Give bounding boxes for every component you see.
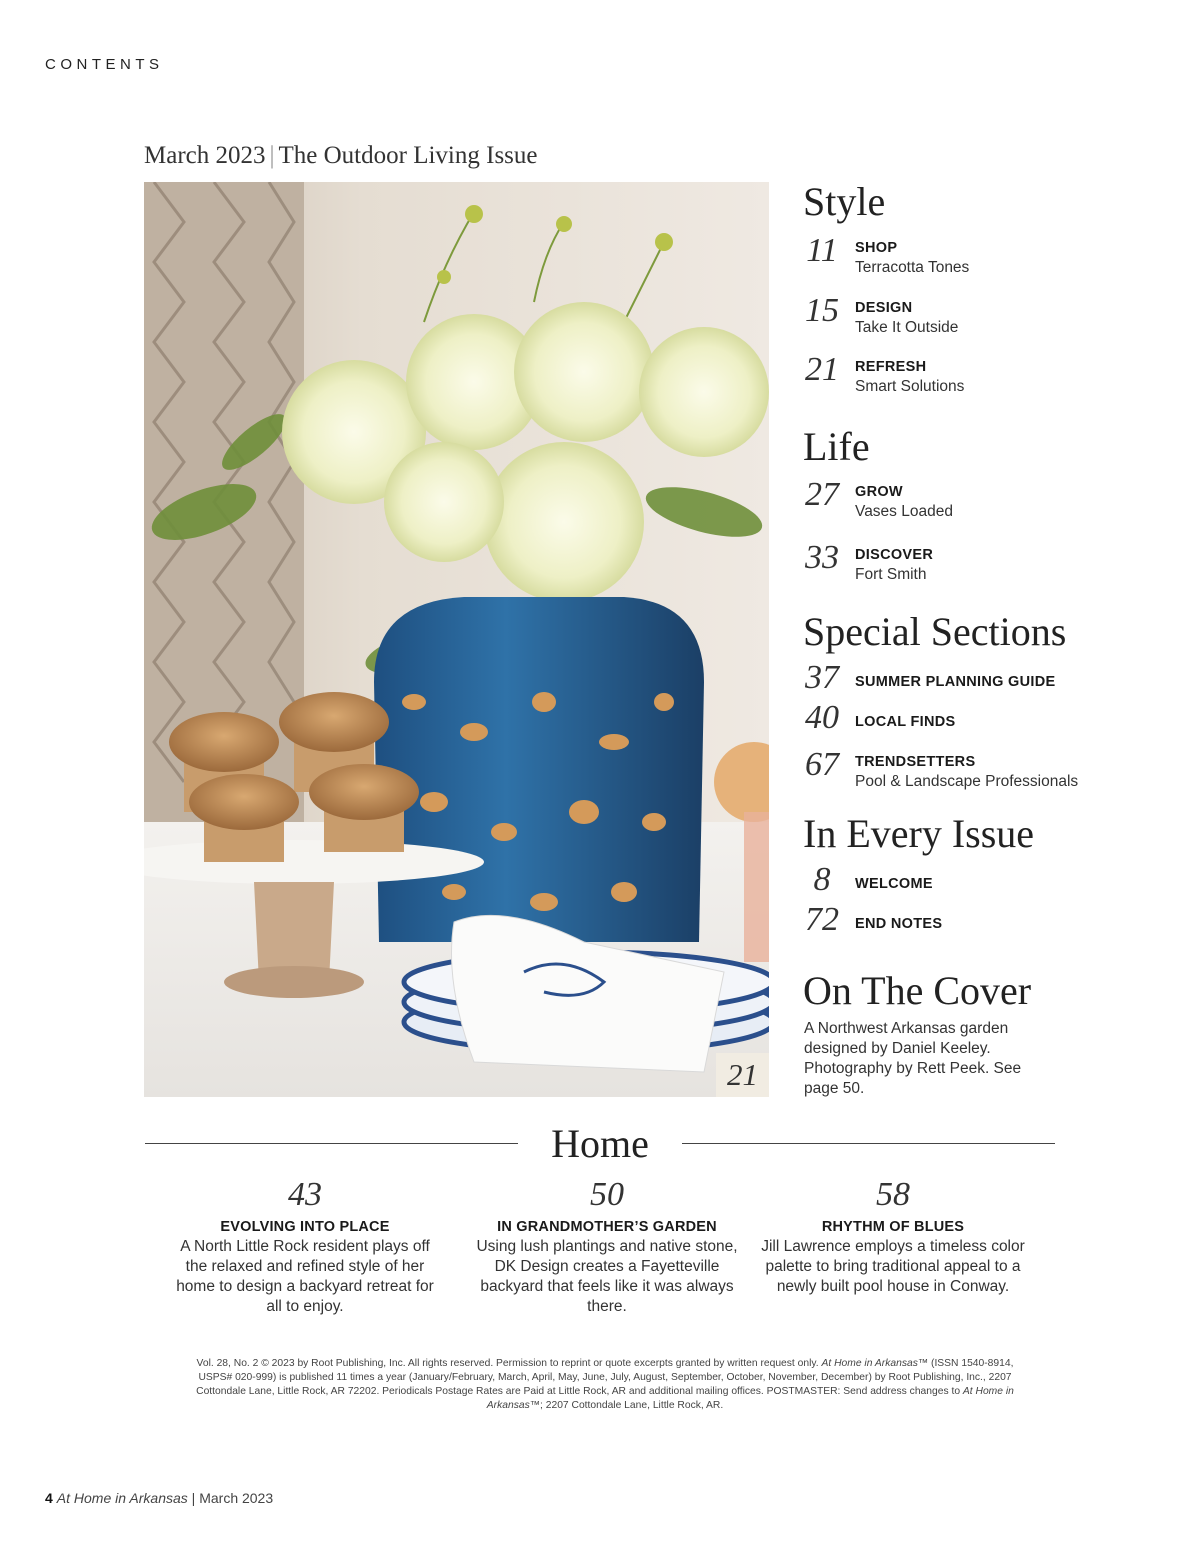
entry-label: GROW xyxy=(855,484,903,500)
entry-subtitle: Vases Loaded xyxy=(855,503,953,520)
toc-entry-shop[interactable] xyxy=(800,232,1190,280)
legal-text-3: ; 2207 Cottondale Lane, Little Rock, AR. xyxy=(540,1400,724,1411)
legal-text-1: Vol. 28, No. 2 © 2023 by Root Publishing, Inc. All rights reserved. Permission to reprint or quote excerpts granted by written request only. xyxy=(196,1358,822,1369)
story-description: A North Little Rock resident plays off the relaxed and refined style of her home to design a backyard retreat for all to enjoy. xyxy=(176,1238,434,1315)
entry-subtitle: Smart Solutions xyxy=(855,378,965,395)
divider-left xyxy=(145,1143,518,1144)
footer-separator: | xyxy=(191,1490,196,1506)
photo-illustration xyxy=(144,182,769,1097)
issue-separator: | xyxy=(269,142,275,169)
entry-subtitle: Pool & Landscape Professionals xyxy=(855,773,1079,790)
legal-magazine-name-2: At Home in Arkansas™ xyxy=(486,1386,1014,1411)
section-title-cover: On The Cover xyxy=(803,968,1032,1013)
cover-description: A Northwest Arkansas garden designed by Daniel Keeley. Photography by Rett Peek. See page 50. xyxy=(804,1020,1022,1097)
photo-page-badge[interactable]: 21 xyxy=(716,1053,769,1097)
toc-entry-summer-planning-guide[interactable] xyxy=(800,659,1190,707)
entry-label: SUMMER PLANNING GUIDE xyxy=(855,674,1056,690)
page-number: 58 xyxy=(876,1176,910,1213)
page-number: 67 xyxy=(805,746,839,783)
section-title-home: Home xyxy=(551,1121,649,1166)
toc-entry-local-finds[interactable] xyxy=(800,699,1190,747)
entry-label: LOCAL FINDS xyxy=(855,714,956,730)
entry-label: SHOP xyxy=(855,240,898,256)
story-description: Jill Lawrence employs a timeless color palette to bring traditional appeal to a newly built pool house in Conway. xyxy=(761,1238,1025,1295)
footer-page-number: 4 xyxy=(45,1490,53,1506)
page-footer xyxy=(45,1490,273,1506)
section-title-life: Life xyxy=(803,424,870,469)
section-title-every-issue: In Every Issue xyxy=(803,811,1035,856)
page-number: 43 xyxy=(288,1176,322,1213)
toc-entry-welcome[interactable] xyxy=(800,861,1190,909)
toc-entry-grow[interactable] xyxy=(800,476,1190,524)
story-label: EVOLVING INTO PLACE xyxy=(220,1219,390,1235)
footer-magazine: At Home in Arkansas xyxy=(56,1490,188,1506)
story-label: RHYTHM OF BLUES xyxy=(821,1219,965,1235)
legal-magazine-name: At Home in Arkansas™ xyxy=(821,1358,929,1369)
entry-label: END NOTES xyxy=(855,916,943,932)
page-number: 21 xyxy=(805,351,839,388)
entry-label: DISCOVER xyxy=(855,547,934,563)
home-story-50[interactable] xyxy=(472,1175,742,1317)
entry-subtitle: Terracotta Tones xyxy=(855,259,970,276)
page-number: 11 xyxy=(806,232,838,269)
home-story-43[interactable] xyxy=(170,1175,440,1317)
page-number: 8 xyxy=(813,861,831,898)
page-number: 40 xyxy=(805,699,839,736)
toc-entry-trendsetters[interactable] xyxy=(800,746,1190,794)
cover-photo xyxy=(144,182,769,1097)
home-story-58[interactable] xyxy=(758,1175,1028,1297)
entry-label: DESIGN xyxy=(855,300,913,316)
entry-label: WELCOME xyxy=(855,876,933,892)
issue-theme: The Outdoor Living Issue xyxy=(278,142,538,169)
page-number: 27 xyxy=(805,476,839,513)
page-number: 15 xyxy=(805,292,839,329)
page-number: 72 xyxy=(805,901,839,938)
toc-entry-end-notes[interactable] xyxy=(800,901,1190,949)
issue-date: March 2023 xyxy=(144,142,266,169)
section-title-special: Special Sections xyxy=(803,609,1067,654)
story-description: Using lush plantings and native stone, DK Design creates a Fayetteville backyard that feels like it was always there. xyxy=(476,1238,738,1315)
entry-label: TRENDSETTERS xyxy=(855,754,976,770)
story-label: IN GRANDMOTHER’S GARDEN xyxy=(497,1219,717,1235)
section-title-style: Style xyxy=(803,179,886,224)
toc-entry-discover[interactable] xyxy=(800,539,1190,587)
toc-entry-design[interactable] xyxy=(800,292,1190,340)
page-number: 50 xyxy=(590,1176,624,1213)
legal-text-2: (ISSN 1540-8914, USPS# 020-999) is published 11 times a year (January/February, March, April, May, June, July, August, September, October, November, December) by Root Publishing, Inc., 2207 Cottondale Lane, Little Rock, AR 72202. Periodicals Postage Rates are Paid at Little Rock, AR and additional mailing offices. POSTMASTER: Send address changes to xyxy=(196,1358,1014,1397)
legal-notice xyxy=(190,1357,1020,1413)
toc-entry-refresh[interactable] xyxy=(800,351,1190,399)
entry-subtitle: Take It Outside xyxy=(855,319,959,336)
entry-subtitle: Fort Smith xyxy=(855,566,927,583)
entry-label: REFRESH xyxy=(855,359,927,375)
footer-date: March 2023 xyxy=(199,1490,274,1506)
contents-kicker: CONTENTS xyxy=(45,56,164,73)
page-number: 37 xyxy=(805,659,839,696)
divider-right xyxy=(682,1143,1055,1144)
issue-heading xyxy=(144,142,538,170)
page-number: 33 xyxy=(805,539,839,576)
